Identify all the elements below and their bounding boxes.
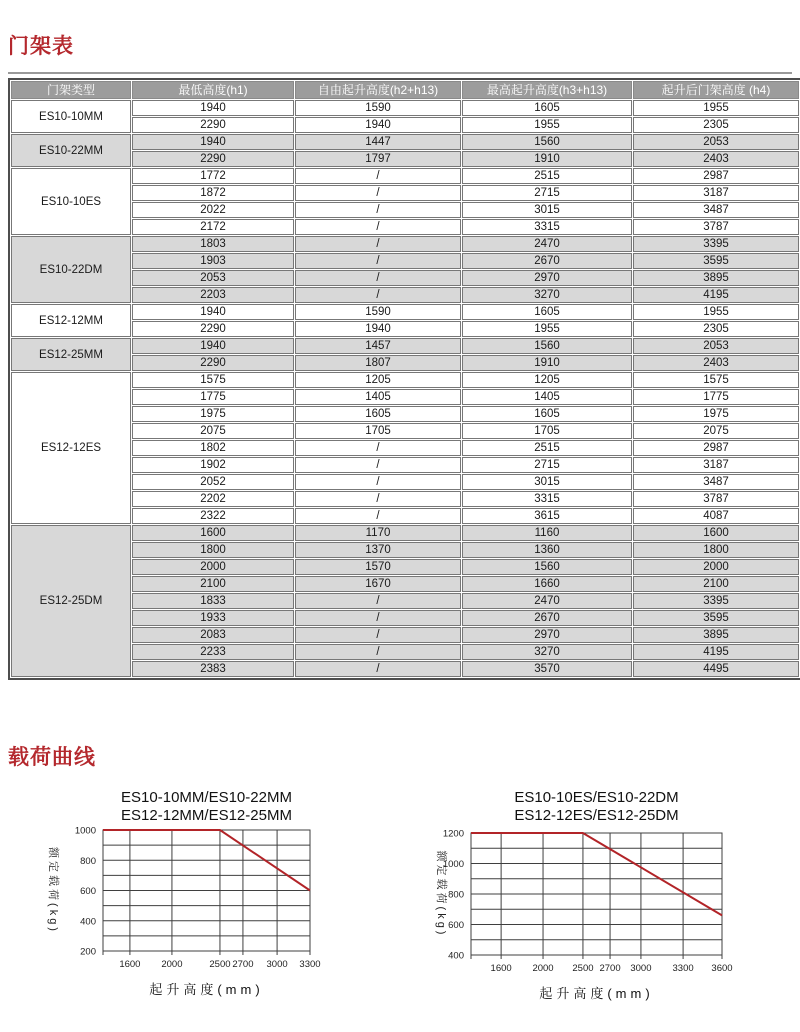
value-cell: 2403: [633, 355, 799, 371]
x-tick-label: 3000: [630, 963, 652, 974]
value-cell: 3787: [633, 219, 799, 235]
value-cell: 2470: [462, 593, 632, 609]
mast-model-cell: ES10-22DM: [11, 236, 131, 303]
table-row: [11, 525, 799, 541]
value-cell: 2203: [132, 287, 294, 303]
value-cell: 2470: [462, 236, 632, 252]
value-cell: 2083: [132, 627, 294, 643]
value-cell: 1605: [295, 406, 461, 422]
y-tick-label: 1000: [74, 825, 96, 837]
y-tick-label: 800: [80, 855, 96, 867]
value-cell: 2100: [633, 576, 799, 592]
value-cell: 3595: [633, 610, 799, 626]
value-cell: 1600: [633, 525, 799, 541]
value-cell: 2970: [462, 270, 632, 286]
y-tick-label: 1000: [442, 859, 464, 870]
value-cell: 1775: [132, 389, 294, 405]
x-tick-label: 3300: [299, 959, 321, 970]
table-row: [11, 168, 799, 184]
table-row: [11, 100, 799, 116]
value-cell: 1940: [132, 134, 294, 150]
value-cell: 1797: [295, 151, 461, 167]
value-cell: 1605: [462, 100, 632, 116]
table-row: [11, 134, 799, 150]
column-header: 门架类型: [11, 81, 131, 99]
value-cell: 1910: [462, 151, 632, 167]
value-cell: 1360: [462, 542, 632, 558]
value-cell: 1955: [633, 304, 799, 320]
column-header: 最低高度(h1): [132, 81, 294, 99]
value-cell: 2075: [132, 423, 294, 439]
value-cell: 1800: [633, 542, 799, 558]
mast-model-cell: ES10-10MM: [11, 100, 131, 133]
value-cell: 2715: [462, 185, 632, 201]
mast-model-cell: ES12-25DM: [11, 525, 131, 677]
value-cell: 1833: [132, 593, 294, 609]
value-cell: /: [295, 627, 461, 643]
value-cell: 2515: [462, 168, 632, 184]
value-cell: 2202: [132, 491, 294, 507]
value-cell: 1560: [462, 134, 632, 150]
y-tick-label: 600: [80, 886, 96, 897]
value-cell: /: [295, 457, 461, 473]
value-cell: 2290: [132, 117, 294, 133]
value-cell: 1902: [132, 457, 294, 473]
value-cell: 3615: [462, 508, 632, 524]
y-axis-label: 额定载荷(kg): [435, 850, 447, 938]
value-cell: 1205: [295, 372, 461, 388]
y-tick-label: 400: [80, 916, 96, 928]
chart-title-line: ES10-10ES/ES10-22DM: [514, 789, 679, 806]
load-curve-chart-es-dm-models: [420, 780, 750, 1020]
value-cell: 1705: [295, 423, 461, 439]
value-cell: 1940: [132, 304, 294, 320]
value-cell: 2305: [633, 117, 799, 133]
value-cell: /: [295, 168, 461, 184]
value-cell: 1160: [462, 525, 632, 541]
y-axis-label: 额定载荷(kg): [47, 847, 59, 934]
value-cell: 1910: [462, 355, 632, 371]
value-cell: 2383: [132, 661, 294, 677]
value-cell: 1605: [462, 304, 632, 320]
value-cell: /: [295, 508, 461, 524]
value-cell: 3395: [633, 236, 799, 252]
value-cell: 3315: [462, 491, 632, 507]
value-cell: 1560: [462, 338, 632, 354]
value-cell: 1940: [295, 117, 461, 133]
table-row: [11, 338, 799, 354]
load-curve-title: 载荷曲线: [8, 746, 96, 769]
mast-model-cell: ES12-25MM: [11, 338, 131, 371]
value-cell: 2022: [132, 202, 294, 218]
value-cell: 3187: [633, 185, 799, 201]
value-cell: 4195: [633, 287, 799, 303]
value-cell: 3270: [462, 287, 632, 303]
value-cell: 3595: [633, 253, 799, 269]
value-cell: 3270: [462, 644, 632, 660]
value-cell: 2233: [132, 644, 294, 660]
value-cell: 1205: [462, 372, 632, 388]
value-cell: 1405: [462, 389, 632, 405]
value-cell: 1940: [132, 338, 294, 354]
x-tick-label: 2700: [232, 959, 254, 970]
value-cell: 1807: [295, 355, 461, 371]
value-cell: 2100: [132, 576, 294, 592]
y-tick-label: 600: [448, 920, 464, 931]
y-tick-label: 200: [80, 946, 96, 958]
value-cell: 1975: [132, 406, 294, 422]
value-cell: 3895: [633, 270, 799, 286]
mast-table-title: 门架表: [8, 35, 74, 58]
value-cell: 2987: [633, 440, 799, 456]
value-cell: /: [295, 287, 461, 303]
value-cell: 1800: [132, 542, 294, 558]
value-cell: 2290: [132, 321, 294, 337]
value-cell: 2715: [462, 457, 632, 473]
value-cell: /: [295, 236, 461, 252]
value-cell: 1775: [633, 389, 799, 405]
value-cell: 2000: [132, 559, 294, 575]
value-cell: /: [295, 440, 461, 456]
value-cell: 1575: [132, 372, 294, 388]
column-header: 自由起升高度(h2+h13): [295, 81, 461, 99]
value-cell: 3487: [633, 202, 799, 218]
value-cell: 1872: [132, 185, 294, 201]
divider-line: [8, 72, 792, 74]
value-cell: 3015: [462, 202, 632, 218]
x-tick-label: 2500: [572, 963, 594, 974]
value-cell: 2515: [462, 440, 632, 456]
value-cell: /: [295, 661, 461, 677]
value-cell: /: [295, 219, 461, 235]
value-cell: 1570: [295, 559, 461, 575]
value-cell: 1802: [132, 440, 294, 456]
value-cell: 1405: [295, 389, 461, 405]
x-axis-label: 起升高度(mm): [539, 986, 654, 1001]
column-header: 起升后门架高度 (h4): [633, 81, 799, 99]
value-cell: /: [295, 610, 461, 626]
value-cell: 1457: [295, 338, 461, 354]
value-cell: 2290: [132, 151, 294, 167]
load-curve-chart-mm-models: [30, 780, 340, 1020]
mast-table: [8, 78, 800, 680]
chart-title-line: ES10-10MM/ES10-22MM: [121, 789, 292, 806]
value-cell: 2305: [633, 321, 799, 337]
y-tick-label: 1200: [442, 828, 464, 840]
chart-title-line: ES12-12MM/ES12-25MM: [121, 807, 292, 824]
value-cell: 3395: [633, 593, 799, 609]
value-cell: 2290: [132, 355, 294, 371]
table-row: [11, 372, 799, 388]
value-cell: 1803: [132, 236, 294, 252]
value-cell: /: [295, 491, 461, 507]
value-cell: 1903: [132, 253, 294, 269]
value-cell: 1560: [462, 559, 632, 575]
value-cell: /: [295, 253, 461, 269]
value-cell: /: [295, 593, 461, 609]
value-cell: 1705: [462, 423, 632, 439]
value-cell: 3570: [462, 661, 632, 677]
value-cell: 1670: [295, 576, 461, 592]
value-cell: 1575: [633, 372, 799, 388]
mast-model-cell: ES12-12MM: [11, 304, 131, 337]
value-cell: 2670: [462, 253, 632, 269]
value-cell: /: [295, 185, 461, 201]
value-cell: 4195: [633, 644, 799, 660]
value-cell: 1955: [633, 100, 799, 116]
mast-model-cell: ES10-10ES: [11, 168, 131, 235]
value-cell: 3015: [462, 474, 632, 490]
mast-model-cell: ES10-22MM: [11, 134, 131, 167]
value-cell: 2000: [633, 559, 799, 575]
value-cell: 2970: [462, 627, 632, 643]
x-tick-label: 2700: [599, 963, 621, 974]
value-cell: 2172: [132, 219, 294, 235]
value-cell: /: [295, 202, 461, 218]
x-tick-label: 3000: [266, 959, 288, 970]
value-cell: 1940: [295, 321, 461, 337]
value-cell: 1170: [295, 525, 461, 541]
value-cell: 1955: [462, 321, 632, 337]
x-axis-label: 起升高度(mm): [149, 982, 264, 997]
value-cell: 1955: [462, 117, 632, 133]
y-tick-label: 400: [448, 950, 464, 962]
x-tick-label: 1600: [490, 963, 512, 974]
value-cell: /: [295, 474, 461, 490]
value-cell: 1940: [132, 100, 294, 116]
value-cell: 2670: [462, 610, 632, 626]
value-cell: 2322: [132, 508, 294, 524]
x-tick-label: 2000: [532, 963, 554, 974]
table-row: [11, 304, 799, 320]
value-cell: 3487: [633, 474, 799, 490]
value-cell: 3187: [633, 457, 799, 473]
value-cell: 4495: [633, 661, 799, 677]
value-cell: 2053: [132, 270, 294, 286]
value-cell: 1975: [633, 406, 799, 422]
mast-model-cell: ES12-12ES: [11, 372, 131, 524]
value-cell: 3315: [462, 219, 632, 235]
value-cell: 1590: [295, 304, 461, 320]
value-cell: 1605: [462, 406, 632, 422]
value-cell: 1370: [295, 542, 461, 558]
value-cell: 2053: [633, 338, 799, 354]
x-tick-label: 2000: [161, 959, 183, 970]
value-cell: 1933: [132, 610, 294, 626]
value-cell: 1600: [132, 525, 294, 541]
value-cell: /: [295, 270, 461, 286]
value-cell: 2403: [633, 151, 799, 167]
chart-title-line: ES12-12ES/ES12-25DM: [514, 807, 679, 824]
table-header-row: [11, 81, 799, 99]
value-cell: 2075: [633, 423, 799, 439]
x-tick-label: 2500: [209, 959, 231, 970]
x-tick-label: 1600: [119, 959, 141, 970]
value-cell: 1660: [462, 576, 632, 592]
value-cell: /: [295, 644, 461, 660]
value-cell: 2053: [633, 134, 799, 150]
column-header: 最高起升高度(h3+h13): [462, 81, 632, 99]
value-cell: 3895: [633, 627, 799, 643]
value-cell: 2987: [633, 168, 799, 184]
value-cell: 2052: [132, 474, 294, 490]
x-tick-label: 3300: [672, 963, 694, 974]
value-cell: 3787: [633, 491, 799, 507]
value-cell: 1447: [295, 134, 461, 150]
value-cell: 1772: [132, 168, 294, 184]
x-tick-label: 3600: [711, 963, 733, 974]
table-row: [11, 236, 799, 252]
load-curve-line: [471, 833, 722, 915]
y-tick-label: 800: [448, 889, 464, 901]
value-cell: 4087: [633, 508, 799, 524]
value-cell: 1590: [295, 100, 461, 116]
